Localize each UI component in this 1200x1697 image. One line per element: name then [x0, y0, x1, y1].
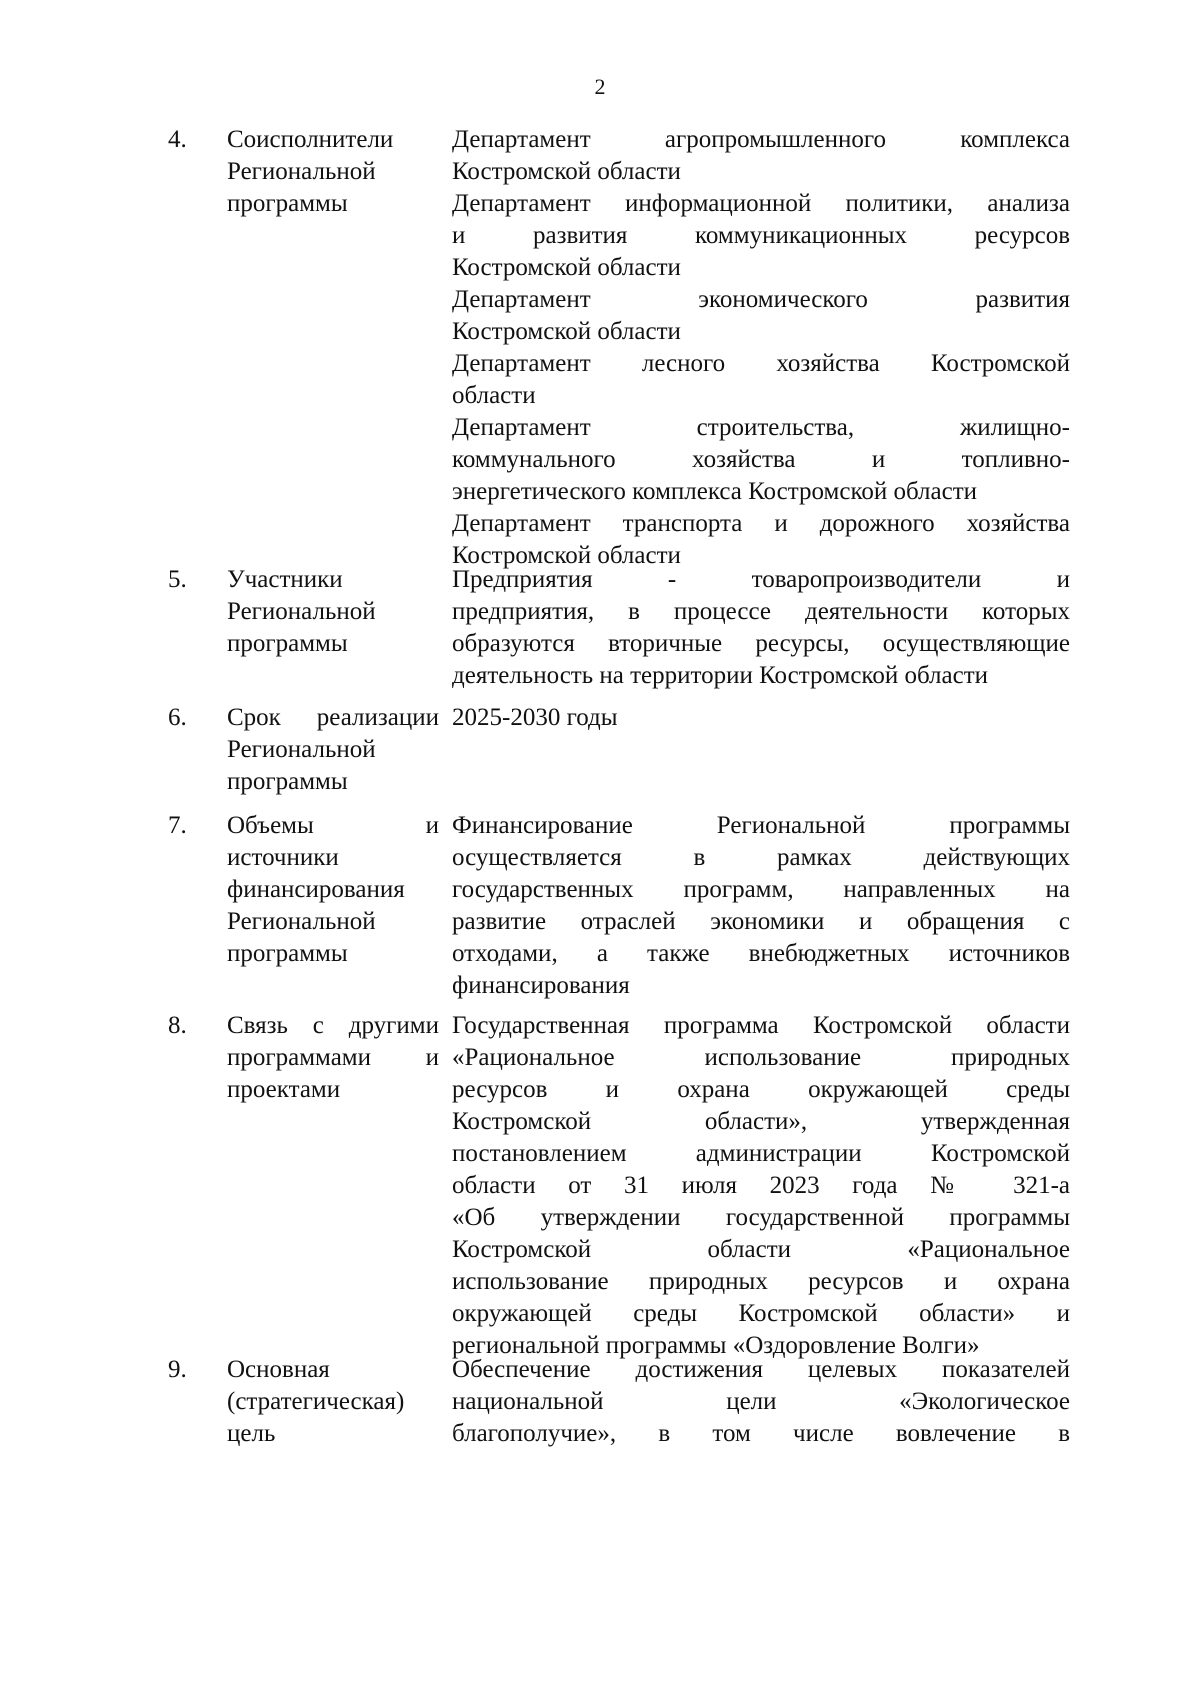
content-line: «Рациональное использование природных	[452, 1044, 1070, 1071]
content-line: благополучие», в том числе вовлечение в	[452, 1420, 1070, 1447]
content-line: области от 31 июля 2023 года № 321-а	[452, 1172, 1070, 1199]
row-number: 4.	[168, 126, 187, 153]
row-number: 7.	[168, 812, 187, 839]
content-line: Костромской области «Рациональное	[452, 1236, 1070, 1263]
content-line: деятельность на территории Костромской области	[452, 662, 989, 689]
content-line: Департамент строительства, жилищно-	[452, 414, 1070, 441]
row-content	[452, 810, 1070, 1002]
content-line: Департамент лесного хозяйства Костромской	[452, 350, 1070, 377]
content-line: области	[452, 382, 536, 409]
content-line: окружающей среды Костромской области» и	[452, 1300, 1070, 1327]
content-line: Предприятия - товаропроизводители и	[452, 566, 1070, 593]
row-label: Связь с другими программами и проектами	[227, 1012, 439, 1103]
row-content	[452, 1010, 1070, 1362]
content-line: Костромской области	[452, 542, 681, 569]
content-line: Финансирование Региональной программы	[452, 812, 1070, 839]
content-line: отходами, а также внебюджетных источников	[452, 940, 1070, 967]
row-content	[452, 702, 1070, 734]
content-line: 2025-2030 годы	[452, 704, 618, 731]
content-line: коммунального хозяйства и топливно-	[452, 446, 1070, 473]
row-number: 5.	[168, 566, 187, 593]
content-line: энергетического комплекса Костромской области	[452, 478, 978, 505]
content-line: Костромской области	[452, 318, 681, 345]
content-line: постановлением администрации Костромской	[452, 1140, 1070, 1167]
row-label: Объемы и источники финансирования Региональной программы	[227, 812, 439, 967]
content-line: Костромской области	[452, 254, 681, 281]
row-content	[452, 1354, 1070, 1450]
content-line: Государственная программа Костромской области	[452, 1012, 1070, 1039]
content-line: использование природных ресурсов и охрана	[452, 1268, 1070, 1295]
row-number: 9.	[168, 1356, 187, 1383]
content-line: Костромской области	[452, 158, 681, 185]
row-label: Основная (стратегическая) цель	[227, 1356, 405, 1447]
content-line: Обеспечение достижения целевых показателей	[452, 1356, 1070, 1383]
row-number: 6.	[168, 704, 187, 731]
row-content	[452, 124, 1070, 572]
content-line: Департамент экономического развития	[452, 286, 1070, 313]
content-line: и развития коммуникационных ресурсов	[452, 222, 1070, 249]
content-line: «Об утверждении государственной программы	[452, 1204, 1070, 1231]
row-content	[452, 564, 1070, 692]
page-number: 2	[594, 74, 606, 99]
content-line: ресурсов и охрана окружающей среды	[452, 1076, 1070, 1103]
content-line: Департамент транспорта и дорожного хозяйства	[452, 510, 1070, 537]
content-line: Департамент информационной политики, анализа	[452, 190, 1070, 217]
row-label: Участники Региональной программы	[227, 566, 376, 657]
content-line: развитие отраслей экономики и обращения с	[452, 908, 1070, 935]
row-label: Соисполнители Региональной программы	[227, 126, 394, 217]
row-number: 8.	[168, 1012, 187, 1039]
content-line: Департамент агропромышленного комплекса	[452, 126, 1070, 153]
content-line: Костромской области», утвержденная	[452, 1108, 1070, 1135]
content-line: региональной программы «Оздоровление Волги»	[452, 1332, 980, 1359]
content-line: предприятия, в процессе деятельности которых	[452, 598, 1070, 625]
content-line: национальной цели «Экологическое	[452, 1388, 1070, 1415]
row-label: Срок реализации Региональной программы	[227, 704, 439, 795]
content-line: государственных программ, направленных на	[452, 876, 1070, 903]
content-line: финансирования	[452, 972, 630, 999]
content-line: образуются вторичные ресурсы, осуществляющие	[452, 630, 1070, 657]
content-line: осуществляется в рамках действующих	[452, 844, 1070, 871]
